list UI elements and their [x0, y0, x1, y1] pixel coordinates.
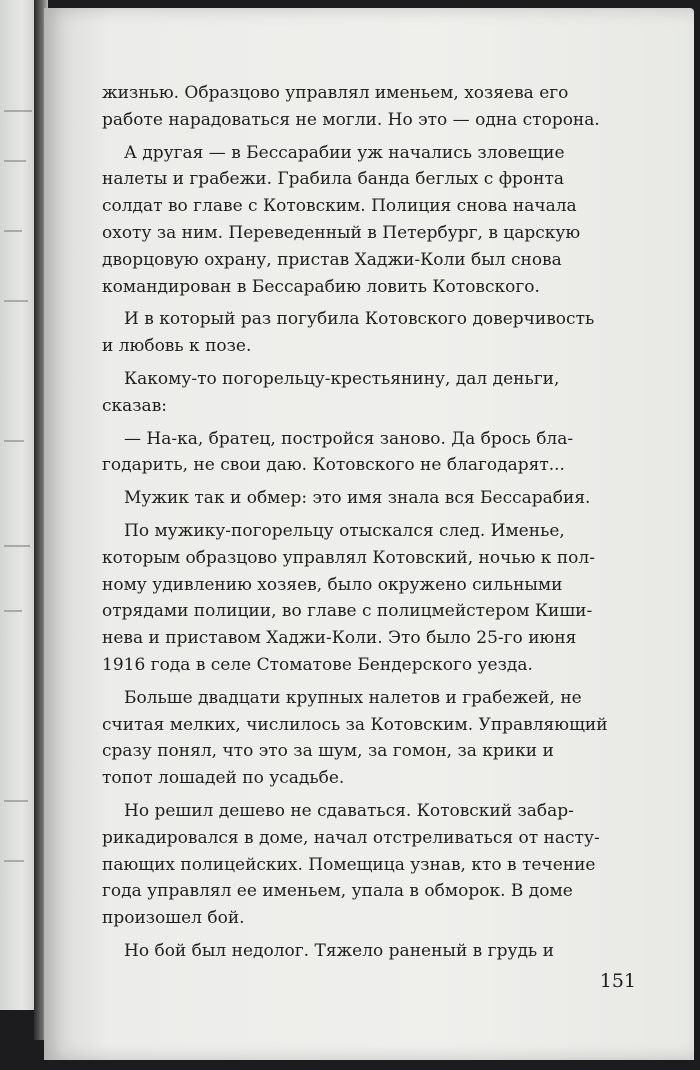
edge-text-line	[4, 230, 22, 232]
paragraph: жизнью. Образцово управлял именьем, хозяева его работе нарадоваться не могли. Но это — одна сторона.	[102, 83, 600, 130]
paragraph: Но бой был недолог. Тяжело раненый в грудь и	[124, 940, 554, 961]
book-page	[44, 8, 694, 1060]
page-text	[102, 80, 636, 971]
edge-text-line	[4, 860, 24, 862]
paragraph: Мужик так и обмер: это имя знала вся Бессарабия.	[124, 488, 591, 509]
edge-text-line	[4, 300, 28, 302]
paragraph: И в который раз погубила Котовского доверчивость и любовь к позе.	[102, 309, 595, 357]
edge-text-line	[4, 110, 32, 112]
edge-text-line	[4, 160, 26, 162]
paragraph: По мужику-погорельцу отыскался след. Именье, которым образцово управлял Котовский, ночью к пол- ному удивлению хозяев, было окружено сильными отрядами полиции, во главе с полицмейстером Киши- нева и приставом Хаджи-Коли. Это было 25-го июня 1916 года в селе Стоматове Бендерского уезда.	[102, 520, 595, 675]
paragraph: Какому-то погорельцу-крестьянину, дал деньги, сказав:	[102, 368, 560, 416]
page-number: 151	[599, 970, 636, 992]
paragraph: А другая — в Бессарабии уж начались зловещие налеты и грабежи. Грабила банда беглых с фронта солдат во главе с Котовским. Полиция снова начала охоту за ним. Переведенный в Петербург, в царскую дворцовую охрану, пристав Хаджи-Коли был снова командирован в Бессарабию ловить Котовского.	[102, 142, 581, 297]
edge-text-line	[4, 440, 24, 442]
edge-text-line	[4, 610, 22, 612]
edge-text-line	[4, 545, 30, 547]
edge-text-line	[4, 800, 28, 802]
paragraph: — На-ка, братец, постройся заново. Да брось бла- годарить, не свои даю. Котовского не благодарят...	[102, 428, 574, 476]
paragraph: Но решил дешево не сдаваться. Котовский забар- рикадировался в доме, начал отстреливаться от насту- пающих полицейских. Помещица узнав, кто в течение года управлял ее именьем, упала в обморок. В доме произошел бой.	[102, 800, 600, 929]
paragraph: Больше двадцати крупных налетов и грабежей, не считая мелких, числилось за Котовским. Управляющий сразу понял, что это за шум, за гомон, за крики и топот лошадей по усадьбе.	[102, 687, 608, 789]
